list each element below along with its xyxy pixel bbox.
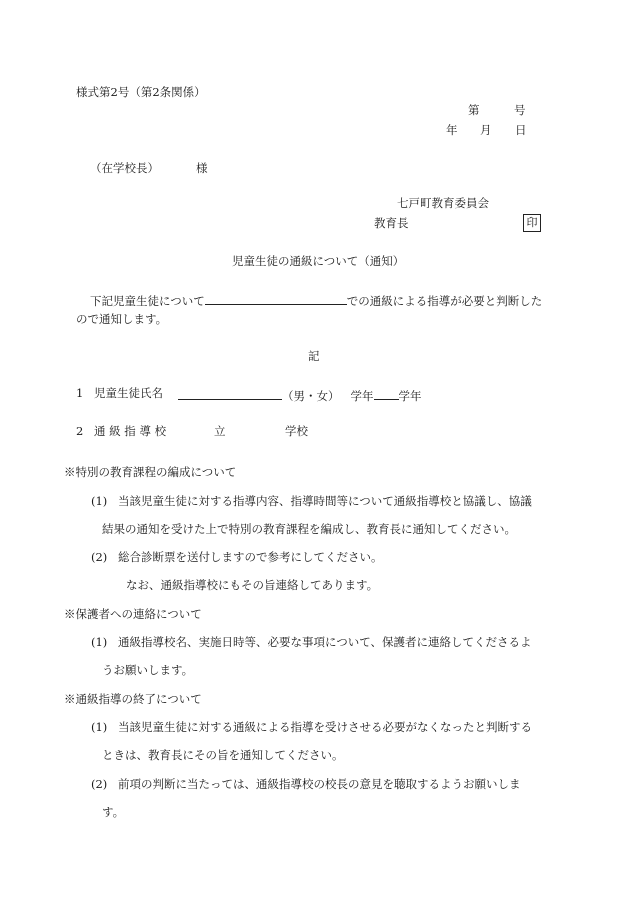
- date-year: 年: [446, 123, 458, 137]
- end-2-number: (2): [91, 777, 108, 791]
- curriculum-1-line1: 当該児童生徒に対する指導内容、指導時間等について通級指導校と協議し、協議: [118, 494, 532, 508]
- end-heading: ※通級指導の終了について: [64, 692, 202, 706]
- item2-label: 通 級 指 導 校: [94, 424, 167, 438]
- curriculum-heading: ※特別の教育課程の編成について: [64, 465, 237, 479]
- grade-label-b: 学年: [398, 389, 422, 403]
- end-1-line2: ときは、教育長にその旨を通知してください。: [102, 748, 344, 762]
- curriculum-2-line1: 総合診断票を送付しますので参考にしてください。: [118, 550, 383, 564]
- disability-blank: [205, 293, 347, 305]
- number-dai: 第: [468, 103, 480, 117]
- name-blank: [178, 388, 282, 400]
- curriculum-2-number: (2): [91, 550, 108, 564]
- item2-number: 2: [76, 424, 84, 438]
- sender-title: 教育長: [374, 216, 409, 230]
- item1-number: 1: [76, 386, 84, 400]
- guardian-1-number: (1): [91, 635, 108, 649]
- body-suffix: での通級による指導が必要と判断した: [346, 294, 543, 308]
- addressee-sama: 様: [196, 161, 208, 175]
- item2-ritsu: 立: [214, 424, 226, 438]
- item2-school: 学校: [285, 424, 308, 438]
- end-1-number: (1): [91, 720, 108, 734]
- date-month: 月: [480, 123, 492, 137]
- curriculum-2-line2: なお、通級指導校にもその旨連絡してあります。: [126, 578, 379, 592]
- sender-board: 七戸町教育委員会: [397, 196, 489, 210]
- curriculum-1-number: (1): [91, 494, 108, 508]
- guardian-1-line1: 通級指導校名、実施日時等、必要な事項について、保護者に連絡してくださるよ: [118, 635, 532, 649]
- guardian-1-line2: うお願いします。: [102, 663, 194, 677]
- date-day: 日: [515, 123, 527, 137]
- body-prefix: 下記児童生徒について: [90, 294, 205, 308]
- body-line-2: ので通知します。: [76, 312, 168, 326]
- item1-fields: [178, 388, 422, 403]
- guardian-heading: ※保護者への連絡について: [64, 607, 202, 621]
- grade-blank: [374, 388, 399, 400]
- gender-option: （男・女）: [282, 389, 340, 403]
- end-2-line2: す。: [102, 805, 125, 819]
- grade-label-a: 学年: [350, 389, 374, 403]
- ki-heading: 記: [308, 349, 320, 363]
- curriculum-1-line2: 結果の通知を受けた上で特別の教育課程を編成し、教育長に通知してください。: [102, 522, 516, 536]
- body-line-1: [90, 293, 542, 308]
- item1-label: 児童生徒氏名: [94, 386, 163, 400]
- number-go: 号: [514, 103, 526, 117]
- end-2-line1: 前項の判断に当たっては、通級指導校の校長の意見を聴取するようお願いしま: [118, 777, 521, 791]
- addressee-principal: （在学校長）: [90, 161, 159, 175]
- seal-mark: 印: [523, 214, 541, 232]
- end-1-line1: 当該児童生徒に対する通級による指導を受けさせる必要がなくなったと判断する: [118, 720, 532, 734]
- form-number: 様式第2号（第2条関係）: [76, 85, 206, 99]
- document-title: 児童生徒の通級について（通知）: [232, 254, 405, 268]
